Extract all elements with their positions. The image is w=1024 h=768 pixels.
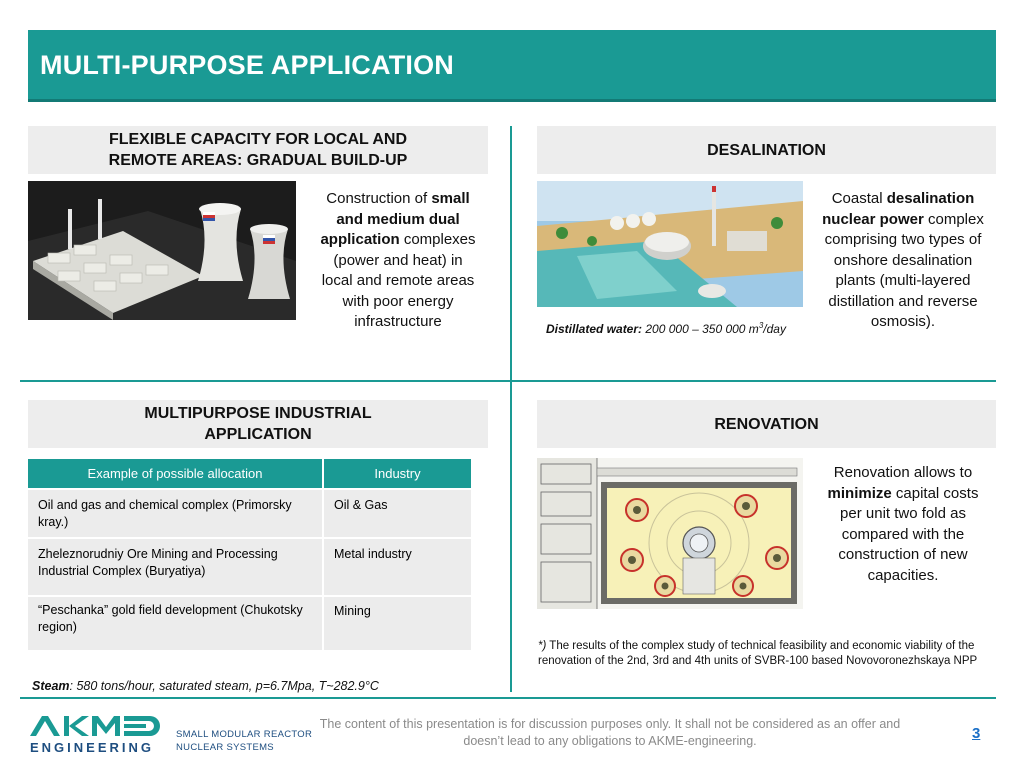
footnote-text: The results of the complex study of technical feasibility and economic viability of the renovation of the 2nd, 3rd and 4th units of SVBR-100 based Novovoronezhskaya NPP xyxy=(538,640,978,667)
table-header-industry: Industry xyxy=(323,459,471,489)
table-cell-industry: Metal industry xyxy=(323,538,471,596)
title-bar xyxy=(28,30,996,102)
table-cell-allocation: Zheleznorudniy Ore Mining and Processing Industrial Complex (Buryatiya) xyxy=(28,538,323,596)
table-header-row xyxy=(28,459,471,489)
footer-disclaimer: The content of this presentation is for discussion purposes only. It shall not be considered as an offer and doesn’t lead to any obligations to AKME-engineering. xyxy=(319,717,901,748)
allocation-table xyxy=(28,459,471,650)
table-row xyxy=(28,538,471,596)
table-row xyxy=(28,596,471,650)
distillated-water-unit: /day xyxy=(763,322,786,336)
footnote-mark: *) xyxy=(538,640,547,652)
logo-wordmark: ENGINEERING xyxy=(30,740,155,755)
industrial-heading xyxy=(28,400,488,448)
flexible-heading-line1: FLEXIBLE CAPACITY FOR LOCAL AND xyxy=(108,131,408,148)
desalination-desc-bold: desalination nuclear power xyxy=(822,190,975,228)
desalination-heading-text: DESALINATION xyxy=(707,142,826,159)
flexible-heading-line2: REMOTE AREAS: GRADUAL BUILD-UP xyxy=(108,152,408,169)
distillated-water-label: Distillated water: xyxy=(546,322,643,336)
logo-subtitle-line1: SMALL MODULAR REACTOR xyxy=(176,729,313,740)
desalination-complex-image xyxy=(537,181,803,307)
renovation-heading xyxy=(537,400,996,448)
table-cell-allocation: Oil and gas and chemical complex (Primorsky kray.) xyxy=(28,489,323,538)
vertical-divider xyxy=(510,126,512,692)
flexible-description xyxy=(318,189,478,333)
industrial-heading-line2: APPLICATION xyxy=(204,426,312,443)
renovation-plan-image xyxy=(537,458,803,609)
steam-label: Steam xyxy=(32,679,70,693)
distillated-water-note xyxy=(546,318,791,337)
renovation-footnote xyxy=(538,639,978,669)
flexible-capacity-heading xyxy=(28,126,488,174)
power-plant-render-image xyxy=(28,181,296,320)
table-row xyxy=(28,489,471,538)
flexible-desc-suffix: complexes (power and heat) in local and remote areas with poor energy infrastructure xyxy=(321,231,476,330)
footer-divider xyxy=(20,697,996,699)
renovation-desc-bold: minimize xyxy=(827,484,892,502)
steam-note xyxy=(32,679,379,693)
steam-value: : 580 tons/hour, saturated steam, p=6.7Mpa, T~282.9°C xyxy=(69,679,379,693)
table-cell-industry: Mining xyxy=(323,596,471,650)
horizontal-divider xyxy=(20,380,996,382)
logo-subtitle xyxy=(176,728,312,754)
distillated-water-value: 200 000 – 350 000 m xyxy=(645,322,759,336)
desalination-heading xyxy=(537,126,996,174)
renovation-desc-prefix: Renovation allows to xyxy=(833,464,973,481)
flexible-desc-prefix: Construction of xyxy=(326,190,428,207)
renovation-heading-text: RENOVATION xyxy=(714,416,819,433)
page-title: MULTI-PURPOSE APPLICATION xyxy=(40,50,454,80)
desalination-description xyxy=(818,189,988,333)
logo-subtitle-line2: NUCLEAR SYSTEMS xyxy=(176,742,274,753)
industrial-heading-line1: MULTIPURPOSE INDUSTRIAL xyxy=(144,405,372,422)
page-number-link[interactable]: 3 xyxy=(972,725,981,742)
desalination-desc-prefix: Coastal xyxy=(831,190,883,207)
table-cell-industry: Oil & Gas xyxy=(323,489,471,538)
renovation-desc-suffix: capital costs per unit two fold as compared with the construction of new capacities. xyxy=(838,484,979,584)
desalination-desc-suffix: complex comprising two types of onshore desalination plants (multi-layered distillation and reverse osmosis). xyxy=(824,210,984,330)
table-cell-allocation: “Peschanka” gold field development (Chukotsky region) xyxy=(28,596,323,650)
table-header-allocation: Example of possible allocation xyxy=(28,459,323,489)
distillated-water-sup: 3 xyxy=(758,321,764,330)
flexible-desc-bold: small and medium dual application xyxy=(320,190,470,248)
renovation-description xyxy=(818,463,988,586)
